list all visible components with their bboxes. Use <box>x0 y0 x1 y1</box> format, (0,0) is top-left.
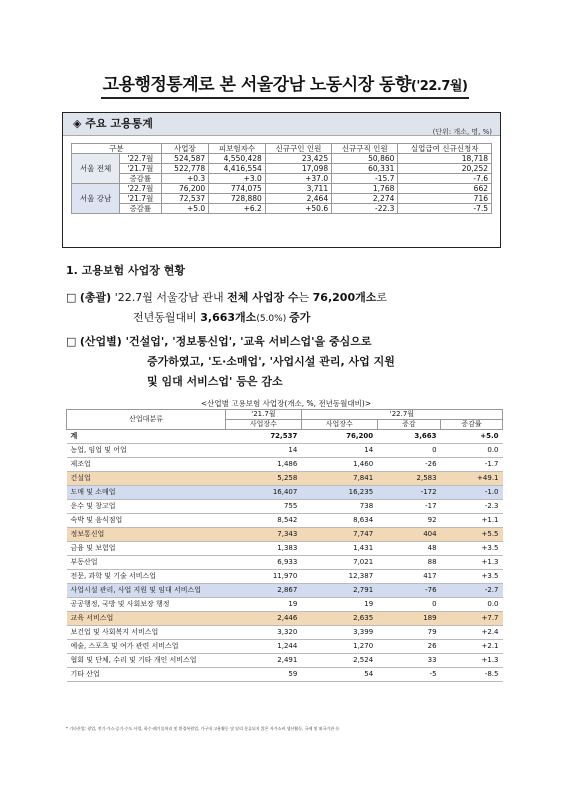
table-row <box>67 626 503 640</box>
para-bold: 3,663개소 <box>200 311 257 324</box>
cell: 1,431 <box>301 542 377 556</box>
cell: 3,320 <box>226 626 302 640</box>
row-label: 증감률 <box>120 174 161 184</box>
table-row <box>67 486 503 500</box>
industry-table-body <box>67 430 503 682</box>
paragraph-overview <box>66 288 506 329</box>
cell: 11,970 <box>226 570 302 584</box>
industry-name: 기타 산업 <box>67 668 226 682</box>
cell: -1.7 <box>441 458 503 472</box>
table-row <box>67 500 503 514</box>
cell: 2,491 <box>226 654 302 668</box>
col-header: '21.7월 <box>226 410 302 420</box>
cell: 0 <box>377 444 440 458</box>
table-row <box>67 528 503 542</box>
cell: 76,200 <box>161 184 209 194</box>
summary-header-row <box>72 144 492 154</box>
industry-name: 제조업 <box>67 458 226 472</box>
para-lead: (산업별) <box>79 335 122 348</box>
summary-table <box>71 143 492 214</box>
cell: 0 <box>377 598 440 612</box>
cell: 4,416,554 <box>209 164 266 174</box>
industry-name: 건설업 <box>67 472 226 486</box>
table-row <box>67 640 503 654</box>
para-bold: 76,200개소 <box>312 291 377 304</box>
cell: 20,252 <box>398 164 492 174</box>
col-header: 신규구직 인원 <box>332 144 398 154</box>
cell: 522,778 <box>161 164 209 174</box>
para-text: 전년동월대비 <box>133 311 201 324</box>
industry-name: 부동산업 <box>67 556 226 570</box>
cell: 48 <box>377 542 440 556</box>
cell: +2.1 <box>441 640 503 654</box>
cell: -76 <box>377 584 440 598</box>
para-text: 는 <box>298 291 313 304</box>
summary-row <box>72 154 492 164</box>
cell: 716 <box>398 194 492 204</box>
cell: +3.5 <box>441 570 503 584</box>
industry-name: 교육 서비스업 <box>67 612 226 626</box>
cell: 417 <box>377 570 440 584</box>
cell: +50.6 <box>265 204 331 214</box>
cell: -1.0 <box>441 486 503 500</box>
cell: 3,399 <box>301 626 377 640</box>
cell: -22.3 <box>332 204 398 214</box>
cell: 7,021 <box>301 556 377 570</box>
col-header: 증감 <box>377 420 440 430</box>
para-line1: '건설업', '정보통신업', '교육 서비스업'을 중심으로 <box>121 335 372 348</box>
cell: 79 <box>377 626 440 640</box>
cell: 189 <box>377 612 440 626</box>
table-row <box>67 598 503 612</box>
bullet: □ <box>66 335 77 348</box>
summary-box <box>62 112 501 248</box>
col-header: '22.7월 <box>301 410 502 420</box>
cell: -7.5 <box>398 204 492 214</box>
cell: 738 <box>301 500 377 514</box>
cell: 12,387 <box>301 570 377 584</box>
cell: -5 <box>377 668 440 682</box>
cell: 1,486 <box>226 458 302 472</box>
para-text: 로 <box>376 291 387 304</box>
industry-name: 공공행정, 국방 및 사회보장 행정 <box>67 598 226 612</box>
cell: 17,098 <box>265 164 331 174</box>
col-header: 산업대분류 <box>67 410 226 430</box>
cell: -172 <box>377 486 440 500</box>
col-header: 실업급여 신규신청자 <box>398 144 492 154</box>
para-text: (5.0%) <box>256 314 290 324</box>
group-label: 서울 전체 <box>72 154 120 184</box>
table-row <box>67 556 503 570</box>
cell: 88 <box>377 556 440 570</box>
col-header: 증감률 <box>441 420 503 430</box>
cell: +3.0 <box>209 174 266 184</box>
cell: +7.7 <box>441 612 503 626</box>
col-header: 사업장 <box>161 144 209 154</box>
cell: -7.6 <box>398 174 492 184</box>
industry-name: 운수 및 창고업 <box>67 500 226 514</box>
cell: 755 <box>226 500 302 514</box>
summary-row <box>72 194 492 204</box>
row-label: 증감률 <box>120 204 161 214</box>
industry-name: 정보통신업 <box>67 528 226 542</box>
cell: 2,635 <box>301 612 377 626</box>
cell: +49.1 <box>441 472 503 486</box>
cell: 7,841 <box>301 472 377 486</box>
cell: 54 <box>301 668 377 682</box>
cell: +37.0 <box>265 174 331 184</box>
summary-unit: (단위: 개소, 명, %) <box>432 128 492 136</box>
cell: 7,747 <box>301 528 377 542</box>
cell: 72,537 <box>226 430 302 444</box>
cell: 6,933 <box>226 556 302 570</box>
cell: 1,270 <box>301 640 377 654</box>
cell: -15.7 <box>332 174 398 184</box>
col-header: 사업장수 <box>226 420 302 430</box>
row-label: '21.7월 <box>120 194 161 204</box>
cell: +1.3 <box>441 556 503 570</box>
para-lead: (총괄) <box>79 291 112 304</box>
title-main-text: 고용행정통계로 본 서울강남 노동시장 동향 <box>102 75 411 95</box>
cell: 4,550,428 <box>209 154 266 164</box>
industry-name: 전문, 과학 및 기술 서비스업 <box>67 570 226 584</box>
cell: -8.5 <box>441 668 503 682</box>
cell: -2.7 <box>441 584 503 598</box>
cell: 1,460 <box>301 458 377 472</box>
table-row <box>67 458 503 472</box>
summary-row <box>72 174 492 184</box>
bullet: □ <box>66 291 77 304</box>
cell: 2,867 <box>226 584 302 598</box>
industry-name: 협회 및 단체, 수리 및 기타 개인 서비스업 <box>67 654 226 668</box>
cell: 2,464 <box>265 194 331 204</box>
industry-table <box>66 409 503 682</box>
cell: 2,524 <box>301 654 377 668</box>
cell: 7,343 <box>226 528 302 542</box>
industry-name: 도매 및 소매업 <box>67 486 226 500</box>
cell: 60,331 <box>332 164 398 174</box>
cell: 19 <box>226 598 302 612</box>
header-row <box>67 410 503 420</box>
cell: 3,663 <box>377 430 440 444</box>
cell: 18,718 <box>398 154 492 164</box>
page-title <box>101 70 470 99</box>
table-row <box>67 430 503 444</box>
cell: 16,407 <box>226 486 302 500</box>
cell: +1.3 <box>441 654 503 668</box>
cell: 2,791 <box>301 584 377 598</box>
para-line2: 증가하였고, '도·소매업', '사업시설 관리, 사업 지원 <box>147 355 395 368</box>
cell: -2.3 <box>441 500 503 514</box>
para-line2 <box>66 308 506 329</box>
summary-row <box>72 204 492 214</box>
industry-name: 농업, 임업 및 어업 <box>67 444 226 458</box>
cell: 0.0 <box>441 598 503 612</box>
table-caption: <산업별 고용보험 사업장(개소, %, 전년동월대비)> <box>200 399 372 408</box>
industry-name: 보건업 및 사회복지 서비스업 <box>67 626 226 640</box>
cell: 2,274 <box>332 194 398 204</box>
group-label: 서울 강남 <box>72 184 120 214</box>
footnote: * 기타산업: 광업, 전기·가스·증기·수도 사업, 하수·폐기물처리 및 환경복원업, 가구내 고용활동 및 달리 분류되지 않은 자가소비 생산활동, 국제 및 외국기관 등 <box>66 726 340 731</box>
cell: +2.4 <box>441 626 503 640</box>
col-header: 피보험자수 <box>209 144 266 154</box>
table-row <box>67 668 503 682</box>
cell: +5.0 <box>161 204 209 214</box>
cell: 1,768 <box>332 184 398 194</box>
table-row <box>67 542 503 556</box>
cell: 1,383 <box>226 542 302 556</box>
cell: 23,425 <box>265 154 331 164</box>
cell: 33 <box>377 654 440 668</box>
cell: -26 <box>377 458 440 472</box>
table-row <box>67 514 503 528</box>
cell: 8,542 <box>226 514 302 528</box>
col-header: 사업장수 <box>301 420 377 430</box>
table-row <box>67 472 503 486</box>
cell: 662 <box>398 184 492 194</box>
cell: 59 <box>226 668 302 682</box>
summary-row <box>72 164 492 174</box>
cell: +1.1 <box>441 514 503 528</box>
industry-name: 사업시설 관리, 사업 지원 및 임대 서비스업 <box>67 584 226 598</box>
cell: 3,711 <box>265 184 331 194</box>
cell: 19 <box>301 598 377 612</box>
industry-name: 금융 및 보험업 <box>67 542 226 556</box>
cell: 2,446 <box>226 612 302 626</box>
industry-name: 숙박 및 음식점업 <box>67 514 226 528</box>
col-header: 구분 <box>72 144 162 154</box>
summary-row <box>72 184 492 194</box>
title <box>78 70 492 102</box>
cell: 404 <box>377 528 440 542</box>
cell: 72,537 <box>161 194 209 204</box>
table-row <box>67 570 503 584</box>
cell: +5.0 <box>441 430 503 444</box>
cell: +6.2 <box>209 204 266 214</box>
para-line3: 및 임대 서비스업' 등은 감소 <box>147 375 283 388</box>
para-text: '22.7월 서울강남 관내 <box>111 291 228 304</box>
cell: 76,200 <box>301 430 377 444</box>
table-row <box>67 444 503 458</box>
cell: 92 <box>377 514 440 528</box>
table-row <box>67 584 503 598</box>
row-label: '21.7월 <box>120 164 161 174</box>
cell: 8,634 <box>301 514 377 528</box>
industry-name: 예술, 스포츠 및 여가 관련 서비스업 <box>67 640 226 654</box>
row-label: '22.7월 <box>120 154 161 164</box>
cell: 774,075 <box>209 184 266 194</box>
cell: 2,583 <box>377 472 440 486</box>
para-bold: 증가 <box>289 311 311 324</box>
table-row <box>67 654 503 668</box>
para-bold: 전체 사업장 수 <box>227 291 299 304</box>
cell: 1,244 <box>226 640 302 654</box>
cell: 14 <box>226 444 302 458</box>
summary-heading: ◈ 주요 고용통계 <box>63 113 500 136</box>
col-header: 신규구인 인원 <box>265 144 331 154</box>
cell: 50,860 <box>332 154 398 164</box>
cell: 14 <box>301 444 377 458</box>
paragraph-industry <box>66 332 506 392</box>
cell: 26 <box>377 640 440 654</box>
cell: 524,587 <box>161 154 209 164</box>
section-heading: 1. 고용보험 사업장 현황 <box>66 264 185 277</box>
cell: +3.5 <box>441 542 503 556</box>
industry-name: 계 <box>67 430 226 444</box>
cell: +0.3 <box>161 174 209 184</box>
cell: -17 <box>377 500 440 514</box>
title-period: ('22.7월) <box>410 79 468 94</box>
cell: 0.0 <box>441 444 503 458</box>
cell: +5.5 <box>441 528 503 542</box>
cell: 16,235 <box>301 486 377 500</box>
cell: 5,258 <box>226 472 302 486</box>
cell: 728,880 <box>209 194 266 204</box>
table-row <box>67 612 503 626</box>
row-label: '22.7월 <box>120 184 161 194</box>
